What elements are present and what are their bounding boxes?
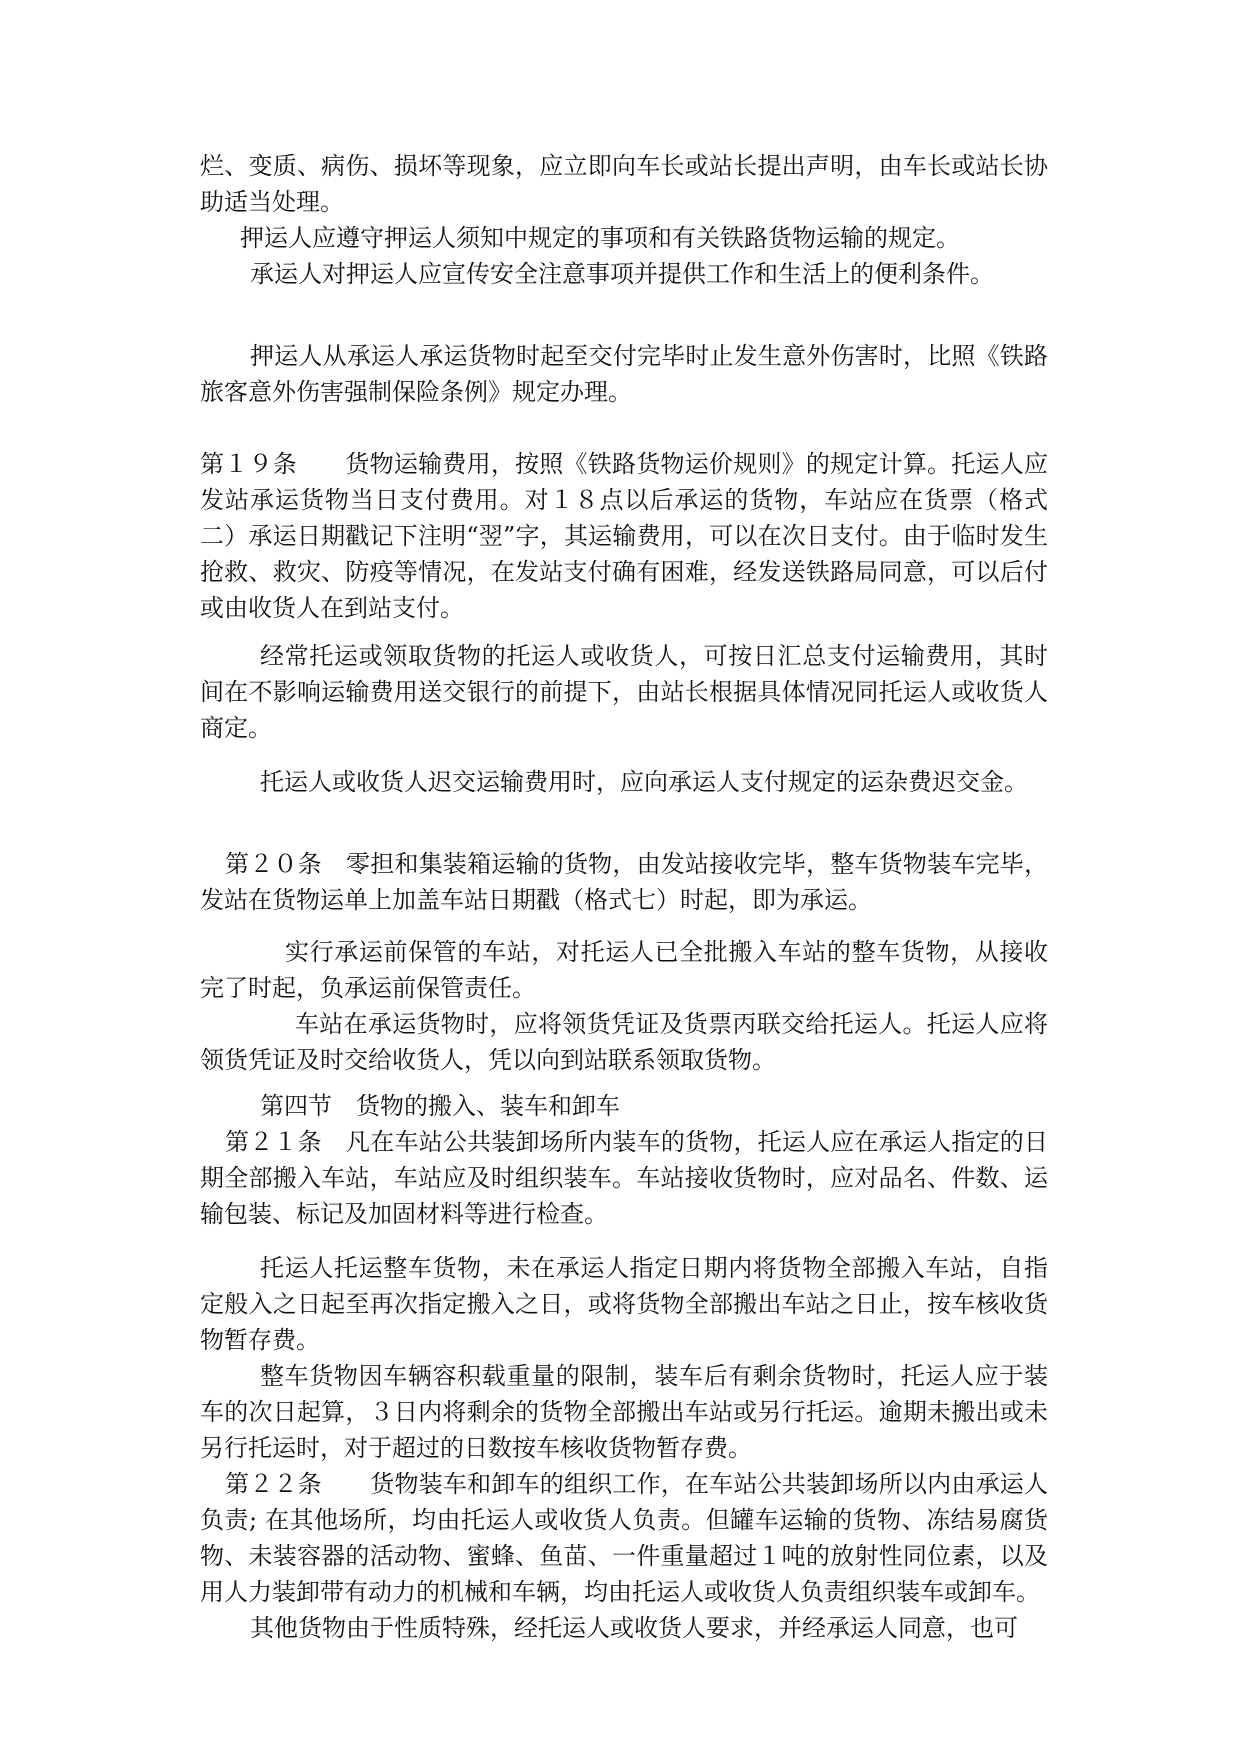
paragraph-5-article-19: 第１９条 货物运输费用，按照《铁路货物运价规则》的规定计算。托运人应发站承运货物当日支付费用。对１８点以后承运的货物，车站应在货票（格式二）承运日期戳记下注明“翌”字，其运输费用，可以在次日支付。由于临时发生抢救、救灾、防疫等情况，在发站支付确有困难，经发送铁路局同意，可以后付或由收货人在到站支付。: [200, 450, 1048, 622]
paragraph-15: 其他货物由于性质特殊，经托运人或收货人要求，并经承运人同意，也可: [250, 1614, 1018, 1642]
paragraph-4: 押运人从承运人承运货物时起至交付完毕时止发生意外伤害时，比照《铁路旅客意外伤害强制保险条例》规定办理。: [200, 342, 1048, 406]
paragraph-3: 承运人对押运人应宣传安全注意事项并提供工作和生活上的便利条件。: [250, 260, 994, 288]
paragraph-7: 托运人或收货人迟交运输费用时，应向承运人支付规定的运杂费迟交金。: [260, 768, 1028, 796]
paragraph-11-article-21: 第２１条 凡在车站公共装卸场所内装车的货物，托运人应在承运人指定的日期全部搬入车站，车站应及时组织装车。车站接收货物时，应对品名、件数、运输包装、标记及加固材料等进行检查。: [200, 1128, 1048, 1228]
paragraph-10: 车站在承运货物时，应将领货凭证及货票丙联交给托运人。托运人应将领货凭证及时交给收货人，凭以向到站联系领取货物。: [200, 1010, 1048, 1074]
paragraph-8-article-20: 第２０条 零担和集装箱运输的货物，由发站接收完毕，整车货物装车完毕，发站在货物运单上加盖车站日期戳（格式七）时起，即为承运。: [200, 850, 1048, 914]
paragraph-12: 托运人托运整车货物，未在承运人指定日期内将货物全部搬入车站，自指定般入之日起至再次指定搬入之日，或将货物全部搬出车站之日止，按车核收货物暂存费。: [200, 1254, 1048, 1354]
paragraph-6: 经常托运或领取货物的托运人或收货人，可按日汇总支付运输费用，其时间在不影响运输费用送交银行的前提下，由站长根据具体情况同托运人或收货人商定。: [200, 642, 1048, 742]
paragraph-14-article-22: 第２２条 货物装车和卸车的组织工作，在车站公共装卸场所以内由承运人负责; 在其他场所，均由托运人或收货人负责。但罐车运输的货物、冻结易腐货物、未装容器的活动物、蜜蜂、鱼苗、一件重量超过１吨的放射性同位素，以及用人力装卸带有动力的机械和车辆，均由托运人或收货人负责组织装车或卸车。: [200, 1470, 1048, 1606]
paragraph-2: 押运人应遵守押运人须知中规定的事项和有关铁路货物运输的规定。: [240, 224, 960, 252]
section-heading: 第四节 货物的搬入、装车和卸车: [260, 1092, 620, 1120]
paragraph-9: 实行承运前保管的车站，对托运人已全批搬入车站的整车货物，从接收完了时起，负承运前保管责任。: [200, 938, 1048, 1002]
paragraph-1: 烂、变质、病伤、损坏等现象，应立即向车长或站长提出声明，由车长或站长协助适当处理。: [200, 152, 1048, 216]
paragraph-13: 整车货物因车辆容积载重量的限制，装车后有剩余货物时，托运人应于装车的次日起算，３日内将剩余的货物全部搬出车站或另行托运。逾期未搬出或未另行托运时，对于超过的日数按车核收货物暂存费。: [200, 1362, 1048, 1462]
